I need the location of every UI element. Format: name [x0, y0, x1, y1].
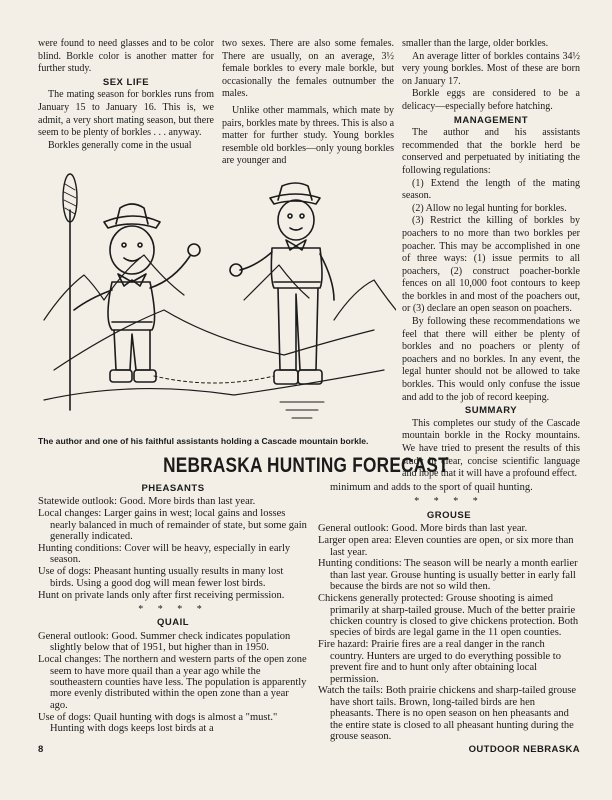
paragraph: Unlike other mammals, which mate by pairs, borkles mate by threes. This is also a matter for further study. Young borkles resemble old borkles—only young borkles are younger and [222, 104, 395, 167]
publication-name: OUTDOOR NEBRASKA [468, 744, 580, 755]
ground-marks [280, 402, 324, 418]
list-item: Statewide outlook: Good. More birds than last year. [38, 496, 256, 508]
list-item: Use of dogs: Quail hunting with dogs is almost a "must." Hunting with dogs keeps lost birds at a [38, 711, 278, 735]
forecast-column-1 [38, 482, 308, 735]
paragraph: This completes our study of the Cascade mountain borkle in the Rocky mountains. We have tried to present the results of this study in clear, concise scientific language and hope that it will have a profound effect. [402, 417, 580, 480]
paragraph: An average litter of borkles contains 34½ very young borkles. Most of these are born on January 17. [402, 50, 580, 87]
page-headline: NEBRASKA HUNTING FORECAST [163, 454, 449, 477]
paragraph: Borkle eggs are considered to be a delicacy—especially before hatching. [402, 88, 580, 112]
paragraph: were found to need glasses and to be color blind. Borkle color is another matter for further study. [38, 38, 214, 75]
article-column-2 [222, 38, 394, 168]
section-heading-sex-life: SEX LIFE [102, 76, 150, 88]
article-column-3 [402, 38, 580, 481]
list-item: Chickens generally protected: Grouse shooting is aimed primarily at sharp-tailed grouse. Much of the better prairie chicken country is closed to give chickens protection. Both species of birds are legal game in the 11 open counties. [318, 593, 579, 639]
paragraph: smaller than the large, older borkles. [402, 38, 549, 49]
list-item: Local changes: Larger gains in west; local gains and losses nearly balanced in much of remainder of state, but some gain generally indicated. [38, 508, 307, 543]
list-item: Watch the tails: Both prairie chickens and sharp-tailed grouse have short tails. Brown, long-tailed birds are hen pheasants. There is no open season on hen pheasants and the entire state is closed to all pheasant hunting during the grouse season. [318, 685, 577, 743]
section-heading-pheasants: PHEASANTS [141, 483, 205, 494]
paragraph: (2) Allow no legal hunting for borkles. [412, 202, 567, 214]
forecast-column-2 [318, 482, 580, 743]
list-item: Hunting conditions: The season will be nearly a month earlier than last year. Grouse hunting is usually better in early fall because the birds are not so wild then. [318, 558, 578, 593]
cartoon-illustration [34, 170, 396, 442]
author-figure [230, 183, 334, 384]
list-item: Hunt on private lands only after first receiving permission. [38, 589, 285, 601]
list-item: General outlook: Good. More birds than last year. [318, 523, 528, 535]
paragraph: By following these recommendations we feel that there will either be plenty of borkles and no poachers or plenty of poachers and no borkles. In any event, the legal hunter should not be allowed to take borkles. This would only confuse the issue and add to the job of record keeping. [402, 316, 580, 403]
paragraph: The author and his assistants recommended that the borkle herd be conserved and perpetuated by initiating the following regulations: [402, 127, 580, 176]
paragraph: (3) Restrict the killing of borkles by poachers to no more than two borkles per poacher. This may be accomplished in one of three ways: (1) issue permits to all poachers, (2) construct poacher-borkle fences on all 10,000 foot contours to keep the borkles in and most of the poachers out, or (3) declare an open season on poachers. [402, 215, 580, 315]
list-item: Use of dogs: Pheasant hunting usually results in many lost birds. Using a good dog will mean fewer lost birds. [38, 566, 284, 589]
section-divider: * * * * [138, 604, 208, 616]
figure-caption: The author and one of his faithful assistants holding a Cascade mountain borkle. [38, 436, 369, 446]
section-divider: * * * * [414, 496, 484, 508]
list-item: Fire hazard: Prairie fires are a real danger in the ranch country. Hunters are urged to do everything possible to prevent fire and to hunt only after obtaining local permission. [318, 639, 561, 685]
section-heading-quail: QUAIL [156, 617, 190, 629]
list-item: Larger open area: Eleven counties are open, or six more than last year. [318, 535, 574, 558]
list-item: Hunting conditions: Cover will be heavy, especially in early season. [38, 543, 291, 566]
continued-text: minimum and adds to the sport of quail hunting. [330, 482, 533, 493]
chain [154, 376, 274, 383]
paragraph: Borkles generally come in the usual [48, 139, 192, 151]
mountain-background [44, 255, 396, 400]
section-heading-grouse: GROUSE [426, 509, 472, 521]
paragraph: two sexes. There are also some females. There are usually, on an average, 3½ female borkles to every male borkle, but occasionally the females outnumber the males. [222, 38, 394, 100]
page-number: 8 [38, 744, 44, 755]
article-column-1 [38, 38, 214, 152]
list-item: General outlook: Good. Summer check indicates population slightly below that of 1951, but higher than in 1950. [38, 630, 291, 654]
section-heading-management: MANAGEMENT [453, 114, 529, 126]
section-heading-summary: SUMMARY [464, 405, 518, 417]
list-item: Local changes: The northern and western parts of the open zone seem to have more quail than a year ago while the southeastern counties have less. The population is apparently more evenly distributed within the open zone than a year ago. [38, 654, 307, 711]
paragraph: The mating season for borkles runs from January 15 to January 16. This is, we admit, a very short mating season, but there seem to be plenty of borkles . . . anyway. [38, 89, 214, 139]
paragraph: (1) Extend the length of the mating season. [402, 177, 580, 202]
